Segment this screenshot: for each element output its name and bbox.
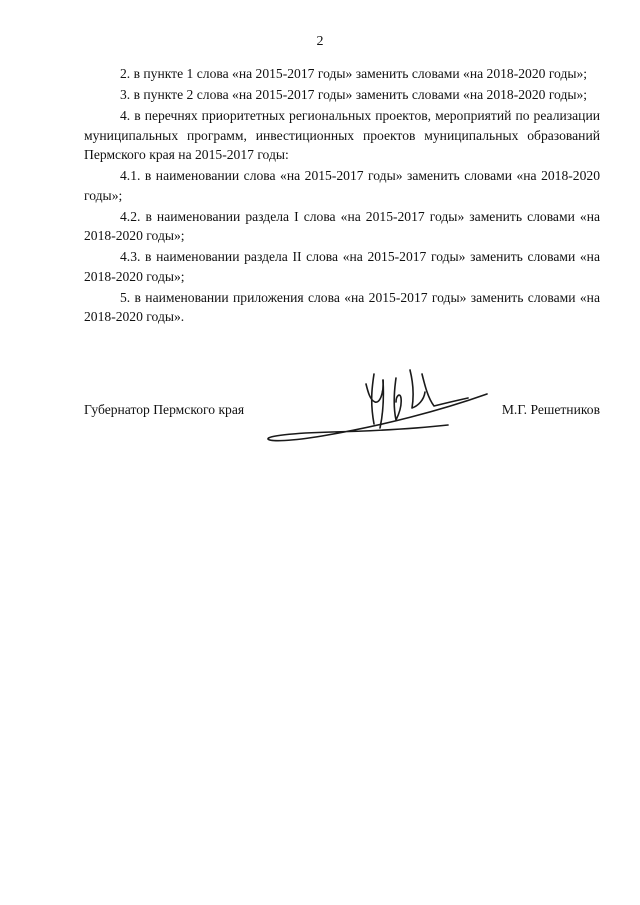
paragraph-item-4-1: 4.1. в наименовании слова «на 2015-2017 годы» заменить словами «на 2018-2020 годы»;	[84, 168, 600, 203]
paragraph-item-2: 2. в пункте 1 слова «на 2015-2017 годы» заменить словами «на 2018-2020 годы»;	[120, 66, 588, 81]
signatory-name: М.Г. Решетников	[501, 402, 600, 417]
document-body	[84, 64, 600, 328]
paragraph-item-4: 4. в перечнях приоритетных региональных проектов, мероприятий по реализации муниципальных программ, инвестиционных проектов муниципальных образований Пермского края на 2015-2017 годы:	[84, 108, 600, 162]
handwritten-signature	[262, 362, 492, 452]
signatory-position: Губернатор Пермского края	[84, 402, 245, 417]
paragraph-item-5: 5. в наименовании приложения слова «на 2015-2017 годы» заменить словами «на 2018-2020 годы».	[84, 289, 600, 324]
paragraph-item-3: 3. в пункте 2 слова «на 2015-2017 годы» заменить словами «на 2018-2020 годы»;	[120, 87, 588, 102]
page-number: 2	[316, 34, 324, 49]
paragraph-item-4-3: 4.3. в наименовании раздела II слова «на 2015-2017 годы» заменить словами «на 2018-2020 годы»;	[84, 249, 600, 284]
paragraph-item-4-2: 4.2. в наименовании раздела I слова «на 2015-2017 годы» заменить словами «на 2018-2020 годы»;	[84, 208, 600, 243]
